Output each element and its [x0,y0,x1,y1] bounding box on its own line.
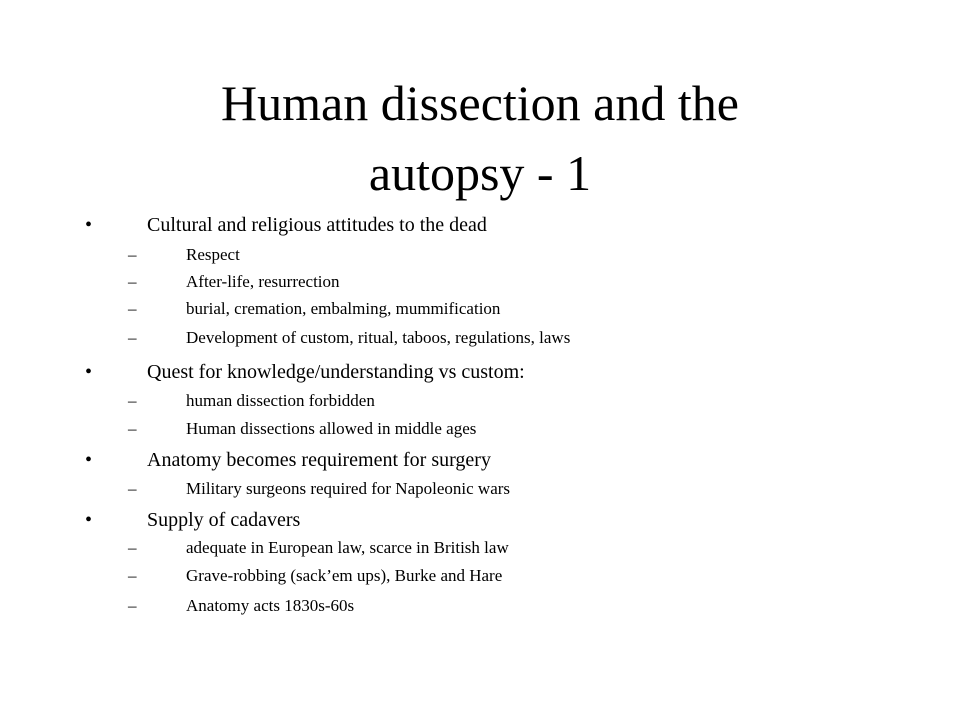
sub-bullet-text: Human dissections allowed in middle ages [186,419,477,438]
dash-marker: – [128,245,137,264]
sub-bullet-text: Grave-robbing (sack’em ups), Burke and Hare [186,566,503,585]
dash-marker: – [128,391,137,410]
bullet-text: Cultural and religious attitudes to the dead [147,214,487,236]
dash-marker: – [128,538,137,557]
sub-bullet-text: burial, cremation, embalming, mummification [186,299,501,318]
bullet-text: Anatomy becomes requirement for surgery [147,449,491,471]
dash-marker: – [128,566,137,585]
dash-marker: – [128,419,137,438]
bullet-text: Supply of cadavers [147,509,301,531]
bullet-marker: • [85,449,93,471]
slide-title-line-2: autopsy - 1 [368,145,592,201]
slide-title-line-1: Human dissection and the [221,75,739,131]
sub-bullet-text: human dissection forbidden [186,391,375,410]
bullet-marker: • [85,361,93,383]
sub-bullet-text: Respect [186,245,240,264]
dash-marker: – [128,299,137,318]
dash-marker: – [128,328,137,347]
sub-bullet-text: adequate in European law, scarce in British law [186,538,509,557]
dash-marker: – [128,272,137,291]
sub-bullet-text: Development of custom, ritual, taboos, regulations, laws [186,328,571,347]
bullet-marker: • [85,214,93,236]
sub-bullet-text: Anatomy acts 1830s-60s [186,596,355,615]
slide-title [120,68,840,208]
sub-bullet-text: Military surgeons required for Napoleonic wars [186,479,511,498]
dash-marker: – [128,596,137,615]
dash-marker: – [128,479,137,498]
sub-bullet-text: After-life, resurrection [186,272,340,291]
bullet-marker: • [85,509,93,531]
bullet-text: Quest for knowledge/understanding vs custom: [147,361,525,383]
